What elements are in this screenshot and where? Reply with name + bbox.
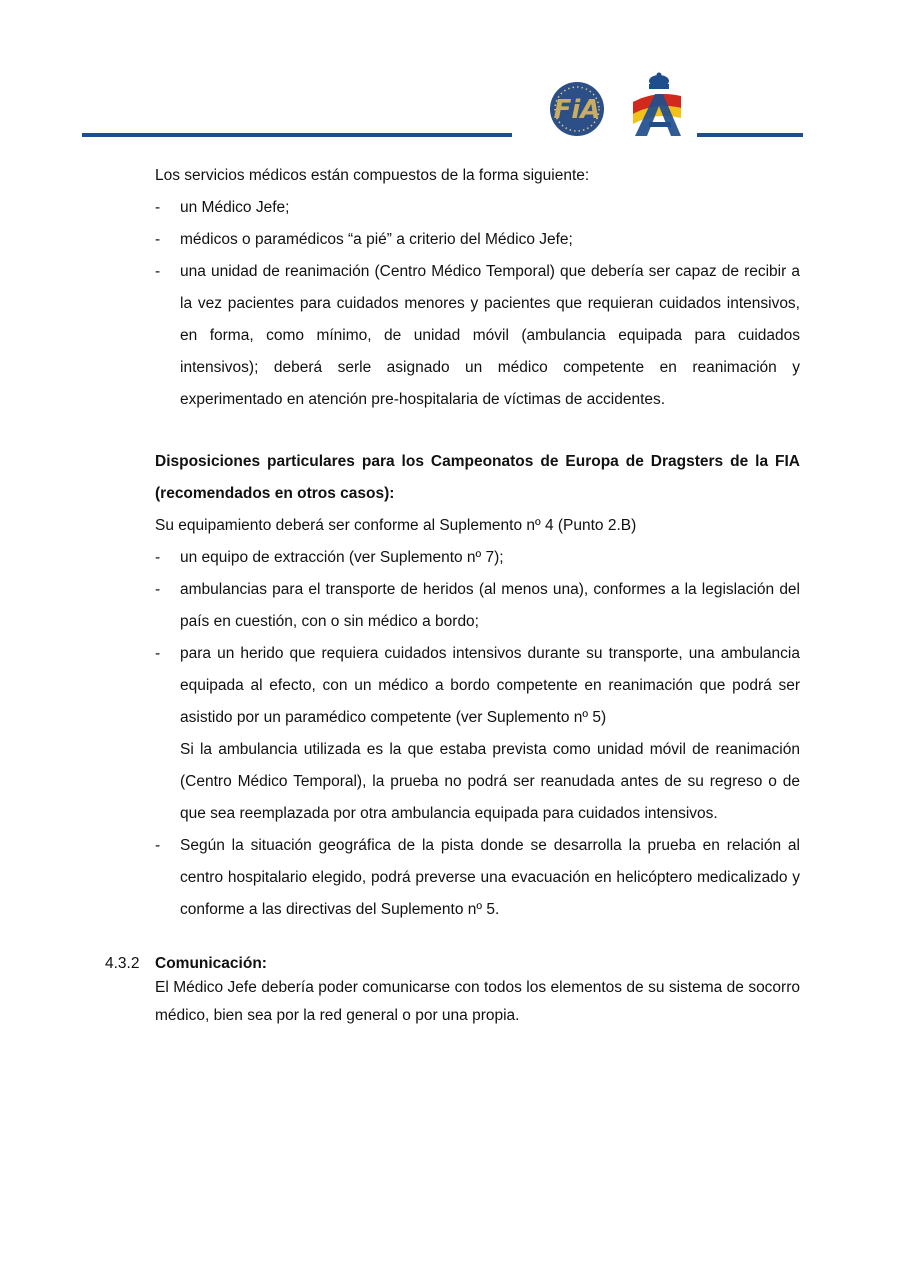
section-heading	[105, 954, 800, 974]
list-item-continuation: Si la ambulancia utilizada es la que estaba prevista como unidad móvil de reanimación (Centro Médico Temporal), la prueba no podrá ser reanudada antes de su regreso o de que sea reemplazada por otra ambulancia equipada para cuidados intensivos.	[180, 741, 800, 822]
list-item: - una unidad de reanimación (Centro Médico Temporal) que debería ser capaz de recibir a la vez pacientes para cuidados menores y pacientes que requieran cuidados intensivos, en forma, como mínimo, de unidad móvil (ambulancia equipada para cuidados intensivos); deberá serle asignado un médico competente en reanimación y experimentado en atención pre-hospitalaria de víctimas de accidentes.	[155, 256, 800, 416]
intro-paragraph: Los servicios médicos están compuestos de la forma siguiente:	[155, 167, 590, 184]
section-body: El Médico Jefe debería poder comunicarse con todos los elementos de su sistema de socorro médico, bien sea por la red general o por una propia.	[155, 979, 800, 1024]
document-body	[105, 160, 800, 1030]
list-item: - Según la situación geográfica de la pista donde se desarrolla la prueba en relación al centro hospitalario elegido, podrá preverse una evacuación en helicóptero medicalizado y conforme a las directivas del Suplemento nº 5.	[155, 830, 800, 926]
list-item: - ambulancias para el transporte de heridos (al menos una), conformes a la legislación del país en cuestión, con o sin médico a bordo;	[155, 574, 800, 638]
rfeda-logo	[625, 72, 687, 138]
section-title: Comunicación:	[155, 955, 267, 972]
bullet-dash: -	[155, 231, 161, 248]
svg-text:FiA: FiA	[553, 95, 601, 125]
list-item: - médicos o paramédicos “a pié” a criterio del Médico Jefe;	[155, 224, 800, 256]
section-number: 4.3.2	[105, 955, 140, 972]
list-item: - para un herido que requiera cuidados intensivos durante su transporte, una ambulancia equipada al efecto, con un médico a bordo competente en reanimación que podrá ser asistido por un paramédico competente (ver Suplemento nº 5)	[155, 638, 800, 734]
list-item: - un Médico Jefe;	[155, 192, 800, 224]
header-rule-left	[82, 133, 512, 137]
list-item: - un equipo de extracción (ver Suplemento nº 7);	[155, 542, 800, 574]
bullet-dash: -	[155, 549, 161, 566]
bullet-dash: -	[155, 645, 161, 662]
bullet-dash: -	[155, 581, 161, 598]
crown-icon	[649, 73, 669, 90]
bullet-dash: -	[155, 837, 161, 854]
bullet-dash: -	[155, 263, 161, 280]
header-rule-right	[697, 133, 803, 137]
dispositions-intro: Su equipamiento deberá ser conforme al Suplemento nº 4 (Punto 2.B)	[155, 517, 637, 534]
fia-logo	[537, 80, 617, 138]
bullet-dash: -	[155, 199, 161, 216]
dispositions-heading: Disposiciones particulares para los Campeonatos de Europa de Dragsters de la FIA (recomendados en otros casos):	[155, 453, 800, 502]
